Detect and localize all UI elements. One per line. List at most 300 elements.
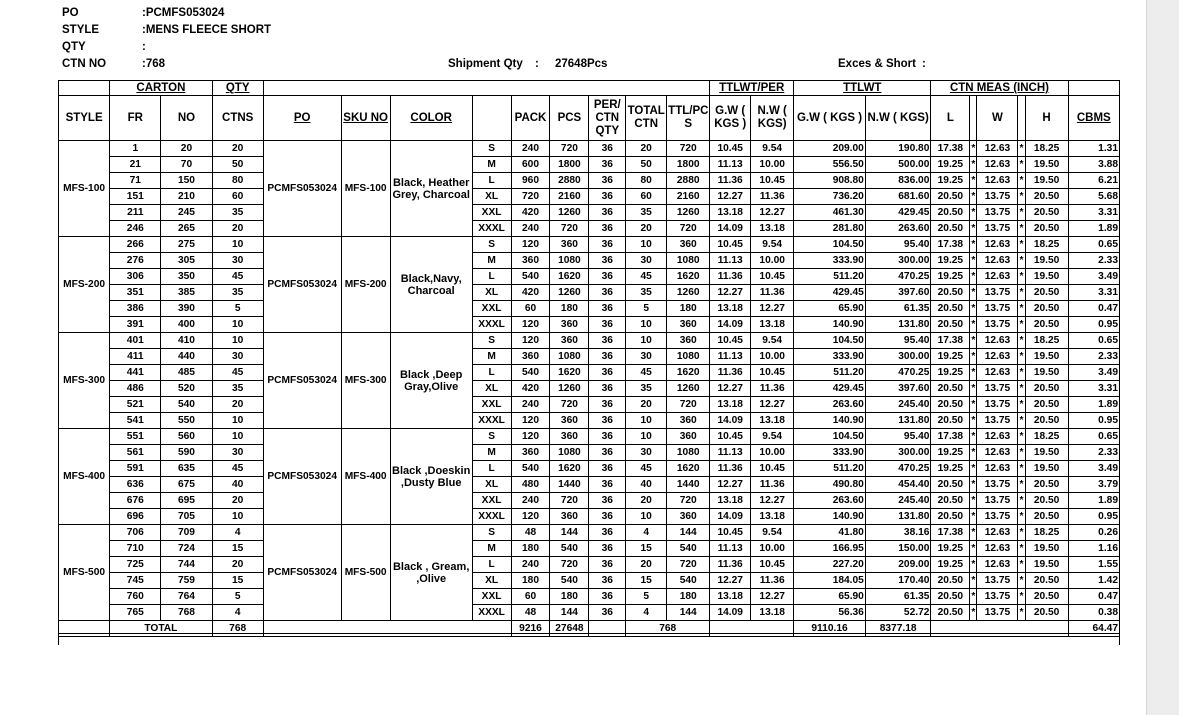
nw-total-cell: 836.00	[865, 173, 931, 189]
pcs-cell: 360	[550, 317, 589, 333]
sku-cell: MFS-200	[341, 237, 390, 333]
nw-total-cell: 245.40	[865, 397, 931, 413]
l-cell: 19.25	[931, 173, 970, 189]
times-cell: *	[970, 141, 977, 157]
per-ctn-cell: 36	[589, 589, 626, 605]
total-ctn-cell: 60	[626, 189, 667, 205]
nw-total-cell: 95.40	[865, 237, 931, 253]
gw-total-cell: 429.45	[794, 285, 866, 301]
pack-column-header: PACK	[511, 96, 550, 141]
table-body	[59, 141, 1120, 621]
ttl-pcs-cell: 360	[667, 333, 710, 349]
w-cell: 12.63	[977, 157, 1018, 173]
l-cell: 19.25	[931, 365, 970, 381]
nw-total-cell: 470.25	[865, 461, 931, 477]
gw-per-cell: 13.18	[710, 301, 751, 317]
times-cell: *	[970, 477, 977, 493]
times-cell: *	[970, 525, 977, 541]
table-row	[59, 301, 1120, 317]
l-cell: 20.50	[931, 221, 970, 237]
per-ctn-cell: 36	[589, 141, 626, 157]
ttl-pcs-cell: 1440	[667, 477, 710, 493]
total-ctn-cell: 5	[626, 589, 667, 605]
pack-cell: 240	[511, 557, 550, 573]
times-cell: *	[1018, 413, 1025, 429]
gw-total-cell: 65.90	[794, 589, 866, 605]
ctns-cell: 20	[212, 221, 263, 237]
nw-per-cell: 13.18	[751, 317, 794, 333]
fr-cell: 760	[110, 589, 161, 605]
no-cell: 350	[161, 269, 212, 285]
w-cell: 13.75	[977, 301, 1018, 317]
w-column-header: W	[977, 96, 1018, 141]
fr-cell: 386	[110, 301, 161, 317]
no-cell: 20	[161, 141, 212, 157]
ttl-pcs-cell: 720	[667, 221, 710, 237]
cbms-cell: 3.31	[1068, 381, 1119, 397]
total-ctn-cell: 4	[626, 605, 667, 621]
pack-cell: 48	[511, 605, 550, 621]
style-cell: MFS-100	[59, 141, 110, 237]
fr-cell: 725	[110, 557, 161, 573]
times-cell: *	[1018, 301, 1025, 317]
pcs-cell: 1260	[550, 285, 589, 301]
times-cell: *	[1018, 589, 1025, 605]
no-cell: 550	[161, 413, 212, 429]
ctns-cell: 10	[212, 429, 263, 445]
gw-total-cell: 263.60	[794, 397, 866, 413]
l-column-header: L	[931, 96, 970, 141]
ttl-pcs-cell: 180	[667, 589, 710, 605]
ctn-no-value: :768	[142, 58, 166, 70]
nw-per-cell: 10.00	[751, 253, 794, 269]
h-cell: 20.50	[1025, 493, 1068, 509]
pack-cell: 60	[511, 301, 550, 317]
total-ctn-cell: 35	[626, 205, 667, 221]
h-cell: 19.50	[1025, 173, 1068, 189]
pack-cell: 420	[511, 381, 550, 397]
gw-per-cell: 11.36	[710, 557, 751, 573]
nw-per-cell: 12.27	[751, 397, 794, 413]
ttl-pcs-cell: 144	[667, 525, 710, 541]
table-row	[59, 349, 1120, 365]
ttl-pcs-cell: 360	[667, 413, 710, 429]
times-cell: *	[1018, 397, 1025, 413]
w-cell: 13.75	[977, 493, 1018, 509]
pack-cell: 480	[511, 477, 550, 493]
nw-total-cell: 429.45	[865, 205, 931, 221]
times-cell: *	[1018, 349, 1025, 365]
no-cell: 265	[161, 221, 212, 237]
no-cell: 520	[161, 381, 212, 397]
shipment-qty-label: Shipment Qty	[448, 58, 523, 70]
totals-nw: 8377.18	[865, 621, 931, 637]
gw-total-cell: 263.60	[794, 493, 866, 509]
cbms-cell: 0.65	[1068, 333, 1119, 349]
ttlwt-group-header: TTLWT	[794, 81, 931, 96]
l-cell: 20.50	[931, 301, 970, 317]
ctns-cell: 80	[212, 173, 263, 189]
totals-ctns: 768	[212, 621, 263, 637]
table-row	[59, 317, 1120, 333]
po-cell: PCMFS053024	[263, 237, 341, 333]
times-cell: *	[1018, 269, 1025, 285]
h-cell: 20.50	[1025, 477, 1068, 493]
pack-cell: 540	[511, 269, 550, 285]
l-cell: 17.38	[931, 333, 970, 349]
cbms-cell: 2.33	[1068, 445, 1119, 461]
nw-per-cell: 10.00	[751, 349, 794, 365]
times-cell: *	[1018, 221, 1025, 237]
pcs-cell: 2880	[550, 173, 589, 189]
gw-total-cell: 511.20	[794, 461, 866, 477]
pcs-cell: 720	[550, 221, 589, 237]
exces-short-label: Exces & Short	[838, 58, 916, 70]
ttl-pcs-cell: 540	[667, 541, 710, 557]
sku-cell: MFS-400	[341, 429, 390, 525]
times-cell: *	[970, 557, 977, 573]
cbms-cell: 2.33	[1068, 253, 1119, 269]
pcs-cell: 720	[550, 557, 589, 573]
l-cell: 20.50	[931, 509, 970, 525]
h-cell: 18.25	[1025, 237, 1068, 253]
gw-total-cell: 166.95	[794, 541, 866, 557]
w-cell: 13.75	[977, 317, 1018, 333]
fr-cell: 151	[110, 189, 161, 205]
per-ctn-cell: 36	[589, 269, 626, 285]
ttl-pcs-cell: 1080	[667, 253, 710, 269]
times-cell: *	[970, 189, 977, 205]
ctns-cell: 10	[212, 413, 263, 429]
times-cell: *	[970, 509, 977, 525]
size-cell: M	[472, 253, 511, 269]
nw-per-cell: 12.27	[751, 493, 794, 509]
total-ctn-cell: 20	[626, 141, 667, 157]
gw-total-cell: 41.80	[794, 525, 866, 541]
h-cell: 20.50	[1025, 285, 1068, 301]
w-cell: 12.63	[977, 237, 1018, 253]
h-cell: 20.50	[1025, 509, 1068, 525]
total-ctn-cell: 15	[626, 573, 667, 589]
gw-per-cell: 10.45	[710, 429, 751, 445]
l-cell: 19.25	[931, 253, 970, 269]
fr-cell: 636	[110, 477, 161, 493]
h-cell: 20.50	[1025, 189, 1068, 205]
h-cell: 19.50	[1025, 365, 1068, 381]
pack-cell: 120	[511, 317, 550, 333]
totals-label: TOTAL	[110, 621, 212, 637]
gw-total-cell: 281.80	[794, 221, 866, 237]
gw-per-cell: 11.36	[710, 365, 751, 381]
pcs-cell: 144	[550, 605, 589, 621]
times-cell: *	[970, 429, 977, 445]
table-row	[59, 221, 1120, 237]
per-ctn-cell: 36	[589, 477, 626, 493]
nw-total-cell: 245.40	[865, 493, 931, 509]
pcs-cell: 1620	[550, 365, 589, 381]
nw-total-cell: 190.80	[865, 141, 931, 157]
w-cell: 12.63	[977, 525, 1018, 541]
times-cell: *	[1018, 141, 1025, 157]
total-ctn-cell: 10	[626, 333, 667, 349]
gw-per-cell: 11.13	[710, 445, 751, 461]
per-ctn-cell: 36	[589, 461, 626, 477]
h-cell: 19.50	[1025, 461, 1068, 477]
l-cell: 20.50	[931, 573, 970, 589]
no-cell: 635	[161, 461, 212, 477]
times-cell: *	[970, 461, 977, 477]
totals-pack: 9216	[511, 621, 550, 637]
bottom-border-rule	[58, 633, 1120, 645]
nw-total-cell: 95.40	[865, 429, 931, 445]
times-cell: *	[1018, 557, 1025, 573]
l-cell: 20.50	[931, 589, 970, 605]
nw-per-cell: 9.54	[751, 333, 794, 349]
style-column-header: STYLE	[59, 96, 110, 141]
times-cell: *	[1018, 573, 1025, 589]
pcs-cell: 540	[550, 573, 589, 589]
po-cell: PCMFS053024	[263, 525, 341, 621]
ctns-cell: 30	[212, 349, 263, 365]
fr-cell: 561	[110, 445, 161, 461]
per-ctn-cell: 36	[589, 365, 626, 381]
nw-per-cell: 13.18	[751, 605, 794, 621]
ctns-cell: 45	[212, 269, 263, 285]
fr-cell: 21	[110, 157, 161, 173]
total-ctn-cell: 35	[626, 381, 667, 397]
gw-per-cell: 14.09	[710, 317, 751, 333]
no-cell: 410	[161, 333, 212, 349]
fr-cell: 391	[110, 317, 161, 333]
cbms-cell: 2.33	[1068, 349, 1119, 365]
fr-cell: 765	[110, 605, 161, 621]
per-ctn-cell: 36	[589, 381, 626, 397]
ctns-cell: 4	[212, 525, 263, 541]
times-cell: *	[1018, 253, 1025, 269]
times-cell: *	[970, 237, 977, 253]
ttl-pcs-cell: 720	[667, 141, 710, 157]
cbms-cell: 0.95	[1068, 509, 1119, 525]
w-cell: 13.75	[977, 285, 1018, 301]
times-cell: *	[1018, 429, 1025, 445]
size-cell: L	[472, 461, 511, 477]
ctns-cell: 35	[212, 381, 263, 397]
gw-per-cell: 14.09	[710, 221, 751, 237]
w-cell: 13.75	[977, 509, 1018, 525]
ctns-cell: 35	[212, 205, 263, 221]
h-cell: 20.50	[1025, 221, 1068, 237]
total-ctn-cell: 10	[626, 237, 667, 253]
nw-per-cell: 11.36	[751, 477, 794, 493]
total-ctn-cell: 50	[626, 157, 667, 173]
table-row	[59, 141, 1120, 157]
qty-value: :	[142, 41, 146, 53]
h-cell: 20.50	[1025, 573, 1068, 589]
w-cell: 12.63	[977, 141, 1018, 157]
size-column-header	[472, 96, 511, 141]
h-cell: 18.25	[1025, 333, 1068, 349]
pack-cell: 60	[511, 589, 550, 605]
po-label: PO	[62, 7, 79, 19]
size-cell: S	[472, 333, 511, 349]
total-ctn-cell: 5	[626, 301, 667, 317]
pack-cell: 180	[511, 541, 550, 557]
cbms-cell: 0.26	[1068, 525, 1119, 541]
gw-per-cell: 11.36	[710, 269, 751, 285]
times-cell: *	[970, 413, 977, 429]
per-ctn-cell: 36	[589, 205, 626, 221]
gw-per-cell: 11.13	[710, 253, 751, 269]
h-cell: 20.50	[1025, 317, 1068, 333]
times-cell: *	[970, 381, 977, 397]
times-cell: *	[970, 493, 977, 509]
times-cell: *	[1018, 461, 1025, 477]
nw-total-cell: 131.80	[865, 317, 931, 333]
nw-total-cell: 95.40	[865, 333, 931, 349]
gw-total-column-header: G.W ( KGS )	[794, 96, 866, 141]
w-cell: 13.75	[977, 589, 1018, 605]
pack-cell: 360	[511, 445, 550, 461]
table-row	[59, 557, 1120, 573]
table-row	[59, 413, 1120, 429]
cbms-cell: 0.95	[1068, 317, 1119, 333]
color-cell: Black ,Doeskin ,Dusty Blue	[390, 429, 472, 525]
nw-per-cell: 10.45	[751, 365, 794, 381]
times-cell: *	[1018, 525, 1025, 541]
ttl-pcs-cell: 360	[667, 317, 710, 333]
cbms-cell: 1.42	[1068, 573, 1119, 589]
ctns-cell: 4	[212, 605, 263, 621]
no-cell: 440	[161, 349, 212, 365]
size-cell: S	[472, 525, 511, 541]
nw-total-cell: 38.16	[865, 525, 931, 541]
no-cell: 590	[161, 445, 212, 461]
times-cell: *	[970, 605, 977, 621]
w-cell: 12.63	[977, 557, 1018, 573]
size-cell: S	[472, 237, 511, 253]
pcs-cell: 180	[550, 301, 589, 317]
table-row	[59, 525, 1120, 541]
totals-gw: 9110.16	[794, 621, 866, 637]
gw-per-cell: 12.27	[710, 477, 751, 493]
per-ctn-cell: 36	[589, 397, 626, 413]
l-cell: 20.50	[931, 413, 970, 429]
times-cell: *	[1018, 605, 1025, 621]
size-cell: S	[472, 141, 511, 157]
fr-column-header: FR	[110, 96, 161, 141]
size-cell: S	[472, 429, 511, 445]
w-cell: 13.75	[977, 189, 1018, 205]
size-cell: XL	[472, 285, 511, 301]
ttl-pcs-cell: 1620	[667, 365, 710, 381]
carton-group-header: CARTON	[110, 81, 212, 96]
fr-cell: 696	[110, 509, 161, 525]
h-cell: 19.50	[1025, 541, 1068, 557]
gw-total-cell: 461.30	[794, 205, 866, 221]
per-ctn-cell: 36	[589, 253, 626, 269]
blank-header-cell	[1068, 81, 1119, 96]
h-cell: 18.25	[1025, 525, 1068, 541]
per-ctn-cell: 36	[589, 557, 626, 573]
w-cell: 13.75	[977, 397, 1018, 413]
ttl-pcs-cell: 1080	[667, 349, 710, 365]
w-cell: 12.63	[977, 253, 1018, 269]
ctns-cell: 45	[212, 365, 263, 381]
no-cell: 695	[161, 493, 212, 509]
nw-per-cell: 9.54	[751, 429, 794, 445]
total-ctn-cell: 10	[626, 429, 667, 445]
size-cell: XL	[472, 381, 511, 397]
ttl-pcs-cell: 2880	[667, 173, 710, 189]
cbms-column-header: CBMS	[1068, 96, 1119, 141]
fr-cell: 541	[110, 413, 161, 429]
no-cell: 705	[161, 509, 212, 525]
l-cell: 19.25	[931, 461, 970, 477]
gw-total-cell: 209.00	[794, 141, 866, 157]
pack-cell: 540	[511, 365, 550, 381]
fr-cell: 266	[110, 237, 161, 253]
w-cell: 12.63	[977, 541, 1018, 557]
cbms-cell: 1.55	[1068, 557, 1119, 573]
no-cell: 560	[161, 429, 212, 445]
pcs-cell: 1800	[550, 157, 589, 173]
nw-total-cell: 500.00	[865, 157, 931, 173]
times-cell: *	[1018, 157, 1025, 173]
times-cell: *	[970, 285, 977, 301]
size-cell: XXXL	[472, 509, 511, 525]
pack-cell: 540	[511, 461, 550, 477]
fr-cell: 521	[110, 397, 161, 413]
l-cell: 19.25	[931, 157, 970, 173]
pack-cell: 120	[511, 237, 550, 253]
fr-cell: 71	[110, 173, 161, 189]
table-row	[59, 333, 1120, 349]
table-row	[59, 237, 1120, 253]
fr-cell: 745	[110, 573, 161, 589]
ttl-pcs-cell: 540	[667, 573, 710, 589]
pcs-cell: 720	[550, 493, 589, 509]
l-cell: 19.25	[931, 557, 970, 573]
ctns-cell: 40	[212, 477, 263, 493]
ctns-cell: 45	[212, 461, 263, 477]
times-cell: *	[970, 269, 977, 285]
fr-cell: 706	[110, 525, 161, 541]
total-ctn-cell: 40	[626, 477, 667, 493]
ttlwt-per-group-header: TTLWT/PER	[710, 81, 794, 96]
times-cell: *	[1018, 317, 1025, 333]
nw-total-cell: 52.72	[865, 605, 931, 621]
times-cell: *	[1018, 509, 1025, 525]
cbms-cell: 0.38	[1068, 605, 1119, 621]
l-cell: 20.50	[931, 477, 970, 493]
nw-total-cell: 131.80	[865, 509, 931, 525]
w-cell: 13.75	[977, 605, 1018, 621]
blank-header-cell	[263, 81, 709, 96]
totals-cbms: 64.47	[1068, 621, 1119, 637]
sku-cell: MFS-500	[341, 525, 390, 621]
page-edge	[1146, 0, 1179, 715]
w-cell: 12.63	[977, 173, 1018, 189]
per-ctn-cell: 36	[589, 605, 626, 621]
total-ctn-column-header: TOTAL CTN	[626, 96, 667, 141]
fr-cell: 551	[110, 429, 161, 445]
pack-cell: 240	[511, 397, 550, 413]
nw-per-cell: 10.00	[751, 445, 794, 461]
per-ctn-cell: 36	[589, 317, 626, 333]
nw-total-cell: 263.60	[865, 221, 931, 237]
ctns-cell: 35	[212, 285, 263, 301]
color-cell: Black, Heather Grey, Charcoal	[390, 141, 472, 237]
